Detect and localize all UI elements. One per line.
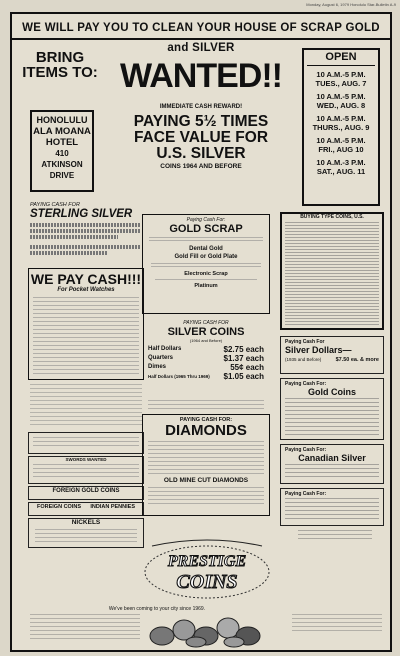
open-title: OPEN — [325, 51, 357, 63]
nickels-box — [28, 518, 144, 548]
pocket-watches-box — [28, 268, 144, 380]
paying-line-4: COINS 1964 AND BEFORE — [160, 163, 242, 170]
pocket-watches-sub: For Pocket Watches — [57, 287, 115, 293]
silver-dollars-sub: (1935 and Before) — [285, 357, 322, 362]
paying-times-block — [112, 114, 290, 171]
foreign-gold-title: FOREIGN GOLD COINS — [52, 488, 120, 494]
fine-print — [298, 530, 372, 542]
silver-coin-name: Half Dollars — [148, 346, 182, 352]
silver-coins-pre: PAYING CASH FOR — [183, 320, 229, 326]
old-mine-cut: OLD MINE CUT DIAMONDS — [163, 477, 249, 484]
footer-left-text — [30, 614, 140, 642]
foreign-coins-box — [28, 502, 144, 516]
hotel-line-4: 410 — [55, 149, 69, 158]
diamonds-pre: PAYING CASH FOR: — [179, 417, 233, 423]
silver-dollars-title: Silver Dollars— — [285, 345, 352, 355]
gold-scrap-title: GOLD SCRAP — [169, 223, 243, 235]
open-hours: 10 A.M.-5 P.M. — [316, 136, 366, 145]
gold-scrap-pre: Paying Cash For: — [186, 217, 226, 223]
silver-coins-title: SILVER COINS — [167, 326, 245, 338]
nickels-title: NICKELS — [71, 519, 101, 526]
open-day-1 — [306, 92, 376, 110]
open-date: THURS., AUG. 9 — [312, 123, 370, 132]
coins-icon — [148, 614, 268, 648]
silver-note — [148, 400, 264, 410]
silver-dollars-pre: Paying Cash For — [285, 339, 325, 345]
silver-coin-row — [148, 354, 264, 363]
open-hours: 10 A.M.-5 P.M. — [316, 70, 366, 79]
gold-coins-pre: Paying Cash For: — [285, 381, 327, 387]
pay-cash-title: WE PAY CASH!!! — [30, 271, 142, 287]
silver-coins-sub: (1964 and Before) — [189, 338, 223, 343]
gold-fill: Gold Fill or Gold Plate — [174, 254, 238, 260]
advertisement — [10, 12, 392, 652]
foreign-gold-box — [28, 486, 144, 500]
diamonds-box — [142, 414, 270, 516]
hotel-box — [30, 110, 94, 192]
diamonds-title: DIAMONDS — [165, 422, 247, 439]
silver-coins-section — [142, 320, 270, 400]
buying-type-coins-box — [280, 212, 384, 330]
open-day-4 — [306, 158, 376, 176]
open-date: WED., AUG. 8 — [316, 101, 366, 110]
silver-coin-row — [148, 372, 264, 381]
wanted-headline: WANTED!! — [120, 57, 282, 95]
info-box — [28, 432, 144, 454]
silver-coin-price: $1.05 each — [223, 372, 264, 381]
silver-coin-price: $2.75 each — [223, 345, 264, 354]
paying-cash-misc-box — [280, 488, 384, 526]
hotel-line-2: ALA MOANA — [33, 126, 91, 137]
silver-dollars-box — [280, 336, 384, 374]
gold-coins-title: Gold Coins — [308, 387, 356, 397]
canadian-title: Canadian Silver — [298, 453, 366, 463]
buying-type-title: BUYING TYPE COINS, U.S. — [300, 214, 364, 220]
canadian-pre: Paying Cash For: — [285, 447, 327, 453]
silver-coin-name: Dimes — [148, 364, 167, 370]
paying-line-2: FACE VALUE FOR — [133, 129, 269, 146]
sterling-pre: PAYING CASH FOR — [30, 202, 80, 208]
swords-title: SWORDS WANTED — [65, 457, 107, 462]
open-day-0 — [306, 70, 376, 88]
platinum: Platinum — [194, 283, 218, 289]
open-date: FRI., AUG 10 — [318, 145, 364, 154]
immediate-cash: IMMEDIATE CASH REWARD! — [159, 104, 243, 110]
swords-box — [28, 456, 144, 484]
watch-price-list — [30, 384, 142, 428]
hotel-line-6: DRIVE — [49, 171, 75, 180]
open-hours-box — [302, 48, 380, 206]
open-day-2 — [306, 114, 376, 132]
silver-dollars-price: $7.50 ea. & more — [335, 357, 379, 363]
gold-scrap-box — [142, 214, 270, 314]
silver-coin-name: Quarters — [148, 355, 174, 361]
silver-coin-name: Half Dollars (1965 Thru 1969) — [148, 374, 210, 379]
bring-line-1: BRING — [35, 49, 85, 66]
prestige-coins-logo — [132, 538, 282, 602]
foreign-coins-title: FOREIGN COINS — [37, 504, 82, 510]
gold-coins-box — [280, 378, 384, 440]
open-date: SAT., AUG. 11 — [316, 167, 366, 176]
dental-gold: Dental Gold — [189, 246, 223, 252]
page-header — [6, 2, 396, 10]
svg-text:COINS: COINS — [176, 571, 238, 593]
open-hours: 10 A.M.-5 P.M. — [316, 114, 366, 123]
open-hours: 10 A.M.-5 P.M. — [316, 92, 366, 101]
hotel-line-3: HOTEL — [45, 137, 79, 148]
indian-pennies-title: INDIAN PENNIES — [90, 504, 135, 510]
silver-coin-price: $1.37 each — [223, 354, 264, 363]
paying-line-3: U.S. SILVER — [156, 145, 246, 162]
open-date: TUES., AUG. 7 — [315, 79, 367, 88]
sterling-title: STERLING SILVER — [30, 208, 133, 220]
paying-cash-misc-title: Paying Cash For: — [285, 491, 327, 497]
sterling-silver-section — [30, 202, 140, 266]
bring-items-heading — [22, 50, 98, 80]
svg-text:PRESTIGE: PRESTIGE — [167, 553, 247, 570]
electronic-scrap: Electronic Scrap — [184, 271, 228, 277]
paying-line-1: PAYING 5½ TIMES — [133, 113, 269, 130]
silver-coin-row — [148, 363, 264, 372]
silver-coin-price: 55¢ each — [230, 363, 264, 372]
silver-coin-row — [148, 345, 264, 354]
page-header-right: Monday, August 6, 1979 Honolulu Star-Bulletin A-9 — [306, 2, 396, 7]
footer-right-text — [292, 614, 382, 634]
bring-line-2: ITEMS TO: — [22, 64, 98, 81]
coin-pile-image — [148, 614, 268, 648]
canadian-silver-box — [280, 444, 384, 484]
hotel-line-1: HONOLULU — [36, 115, 88, 125]
coming-since: We've been coming to your city since 1969. — [108, 606, 206, 612]
top-banner: WE WILL PAY YOU TO CLEAN YOUR HOUSE OF SCRAP GOLD and SILVER — [12, 18, 390, 40]
logo-icon — [132, 538, 282, 602]
open-hours: 10 A.M.-3 P.M. — [316, 158, 366, 167]
open-day-3 — [306, 136, 376, 154]
hotel-line-5: ATKINSON — [41, 160, 83, 169]
